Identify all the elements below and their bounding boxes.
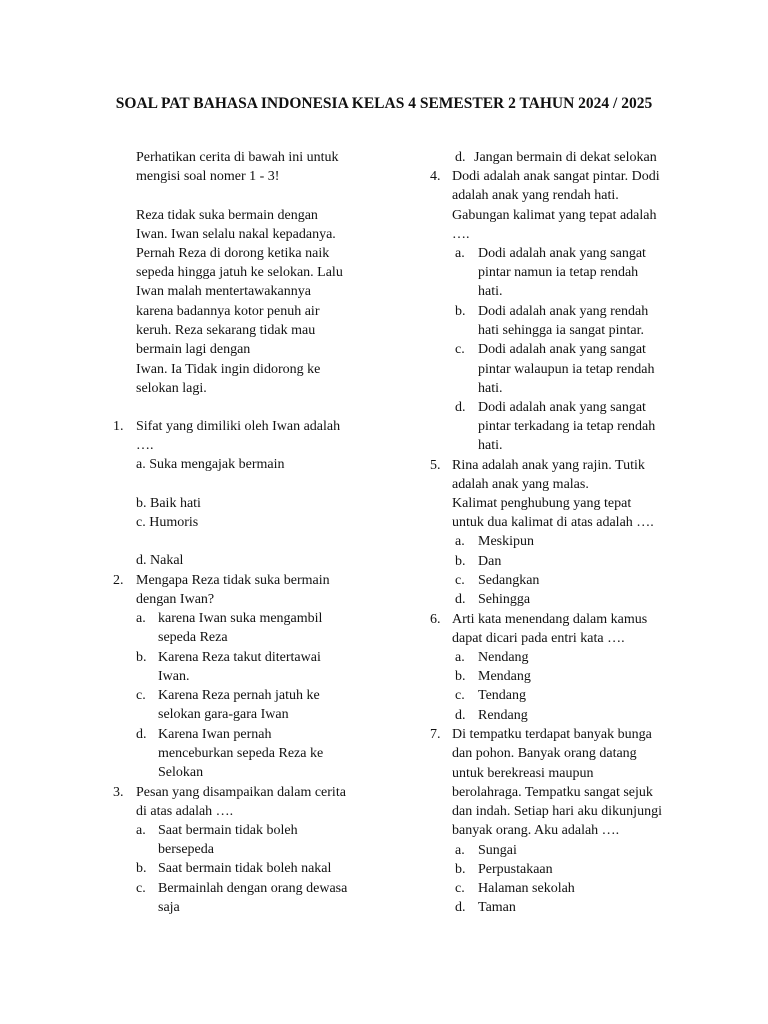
option-text: Sungai — [478, 843, 517, 858]
option-b: b. Baik hati — [136, 496, 201, 511]
option-text: Bermainlah dengan orang dewasa — [158, 881, 348, 896]
question-text: adalah anak yang rendah hati. — [452, 188, 619, 203]
option-letter: c. — [455, 688, 465, 703]
question-number: 5. — [430, 458, 441, 473]
option-text: pintar namun ia tetap rendah — [478, 265, 639, 280]
option-letter: d. — [455, 708, 466, 723]
option-text: Jangan bermain di dekat selokan — [474, 150, 657, 165]
option-letter: a. — [136, 611, 146, 626]
question-text: Rina adalah anak yang rajin. Tutik — [452, 458, 645, 473]
question-text: berolahraga. Tempatku sangat sejuk — [452, 785, 653, 800]
option-text: Tendang — [478, 688, 527, 703]
option-text: Mendang — [478, 669, 531, 684]
option-text: Karena Reza pernah jatuh ke — [158, 688, 320, 703]
option-letter: b. — [455, 304, 466, 319]
story-line: Pernah Reza di dorong ketika naik — [136, 246, 330, 261]
story-line: Iwan malah mentertawakannya — [136, 284, 311, 299]
option-letter: d. — [136, 727, 147, 742]
option-d: d. Nakal — [136, 553, 184, 568]
option-text: Iwan. — [158, 669, 190, 684]
intro-line: mengisi soal nomer 1 - 3! — [136, 169, 280, 184]
option-letter: b. — [136, 650, 147, 665]
option-text: Halaman sekolah — [478, 881, 575, 896]
option-letter: a. — [136, 823, 146, 838]
intro-line: Perhatikan cerita di bawah ini untuk — [136, 150, 339, 165]
question-text: Pesan yang disampaikan dalam cerita — [136, 785, 346, 800]
option-a: a. Suka mengajak bermain — [136, 457, 285, 472]
option-text: hati. — [478, 284, 503, 299]
question-text: dan indah. Setiap hari aku dikunjungi — [452, 804, 662, 819]
option-text: Sehingga — [478, 592, 531, 607]
story-line: bermain lagi dengan — [136, 342, 251, 357]
option-text: Dodi adalah anak yang sangat — [478, 400, 646, 415]
question-text: untuk dua kalimat di atas adalah …. — [452, 515, 654, 530]
option-text: Sedangkan — [478, 573, 540, 588]
question-text: Arti kata menendang dalam kamus — [452, 612, 648, 627]
option-letter: a. — [455, 534, 465, 549]
question-text: dapat dicari pada entri kata …. — [452, 631, 625, 646]
option-text: hati. — [478, 381, 503, 396]
question-number: 1. — [113, 419, 124, 434]
story-line: karena badannya kotor penuh air — [136, 304, 320, 319]
option-letter: b. — [136, 861, 147, 876]
option-letter: d. — [455, 150, 466, 165]
question-text: …. — [136, 438, 154, 453]
option-text: Selokan — [158, 765, 204, 780]
question-text: …. — [452, 227, 470, 242]
question-text: untuk berekreasi maupun — [452, 766, 594, 781]
option-letter: d. — [455, 900, 466, 915]
option-text: saja — [158, 900, 180, 915]
question-text: Gabungan kalimat yang tepat adalah — [452, 208, 657, 223]
option-letter: a. — [455, 650, 465, 665]
option-text: Saat bermain tidak boleh nakal — [158, 861, 332, 876]
question-text: Dodi adalah anak sangat pintar. Dodi — [452, 169, 660, 184]
option-text: pintar walaupun ia tetap rendah — [478, 362, 655, 377]
story-line: sepeda hingga jatuh ke selokan. Lalu — [136, 265, 343, 280]
option-letter: b. — [455, 554, 466, 569]
option-text: Karena Reza takut ditertawai — [158, 650, 321, 665]
option-text: Meskipun — [478, 534, 534, 549]
question-number: 3. — [113, 785, 124, 800]
option-text: bersepeda — [158, 842, 214, 857]
option-letter: a. — [455, 843, 465, 858]
option-text: hati sehingga ia sangat pintar. — [478, 323, 645, 338]
question-number: 6. — [430, 612, 441, 627]
option-letter: c. — [136, 881, 146, 896]
question-number: 7. — [430, 727, 441, 742]
option-letter: c. — [455, 573, 465, 588]
option-text: Taman — [478, 900, 516, 915]
question-number: 2. — [113, 573, 124, 588]
option-letter: c. — [455, 342, 465, 357]
option-letter: b. — [455, 862, 466, 877]
question-text: banyak orang. Aku adalah …. — [452, 823, 620, 838]
option-text: Dodi adalah anak yang sangat — [478, 342, 646, 357]
question-text: Sifat yang dimiliki oleh Iwan adalah — [136, 419, 341, 434]
page-title: SOAL PAT BAHASA INDONESIA KELAS 4 SEMESTER 2 TAHUN 2024 / 2025 — [115, 95, 653, 112]
story-line: Iwan. Iwan selalu nakal kepadanya. — [136, 227, 336, 242]
option-letter: c. — [136, 688, 146, 703]
option-letter: d. — [455, 592, 466, 607]
story-line: selokan lagi. — [136, 381, 207, 396]
option-text: selokan gara-gara Iwan — [158, 707, 289, 722]
option-text: hati. — [478, 438, 503, 453]
question-text: Mengapa Reza tidak suka bermain — [136, 573, 330, 588]
option-text: karena Iwan suka mengambil — [158, 611, 323, 626]
option-text: Perpustakaan — [478, 862, 553, 877]
option-letter: b. — [455, 669, 466, 684]
option-text: menceburkan sepeda Reza ke — [158, 746, 324, 761]
question-text: di atas adalah …. — [136, 804, 234, 819]
option-text: Dodi adalah anak yang sangat — [478, 246, 646, 261]
option-text: Saat bermain tidak boleh — [158, 823, 298, 838]
question-text: Di tempatku terdapat banyak bunga — [452, 727, 652, 742]
option-text: Rendang — [478, 708, 528, 723]
option-letter: a. — [455, 246, 465, 261]
question-text: Kalimat penghubung yang tepat — [452, 496, 632, 511]
option-text: pintar terkadang ia tetap rendah — [478, 419, 656, 434]
question-number: 4. — [430, 169, 441, 184]
option-letter: d. — [455, 400, 466, 415]
option-letter: c. — [455, 881, 465, 896]
question-text: dan pohon. Banyak orang datang — [452, 746, 637, 761]
option-text: Dodi adalah anak yang rendah — [478, 304, 649, 319]
question-text: adalah anak yang malas. — [452, 477, 589, 492]
option-text: Karena Iwan pernah — [158, 727, 272, 742]
question-text: dengan Iwan? — [136, 592, 215, 607]
story-line: Reza tidak suka bermain dengan — [136, 208, 318, 223]
option-c: c. Humoris — [136, 515, 199, 530]
option-text: sepeda Reza — [158, 630, 228, 645]
option-text: Dan — [478, 554, 502, 569]
story-line: Iwan. Ia Tidak ingin didorong ke — [136, 362, 321, 377]
option-text: Nendang — [478, 650, 529, 665]
story-line: keruh. Reza sekarang tidak mau — [136, 323, 316, 338]
